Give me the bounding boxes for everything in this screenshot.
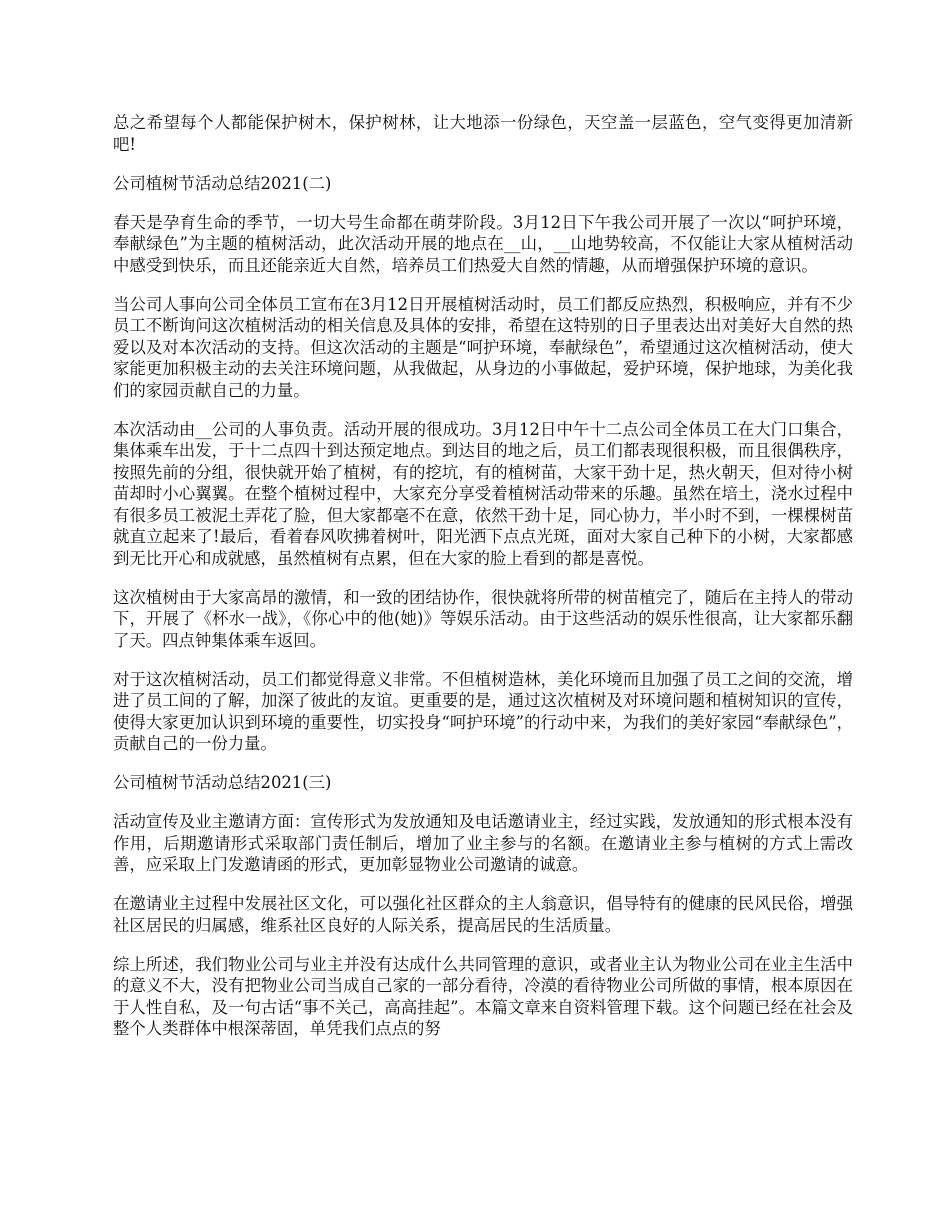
paragraph-significance: 对于这次植树活动，员工们都觉得意义非常。不但植树造林，美化环境而且加强了员工之间的交流，增进了员工间的了解，加深了彼此的友谊。更重要的是，通过这次植树及对环境问题和植树知识的宣传，使得大家更加认识到环境的重要性，切实投身“呵护环境”的行动中来，为我们的美好家园“奉献绿色”，贡献自己的一份力量。 <box>113 669 853 753</box>
paragraph-community-culture: 在邀请业主过程中发展社区文化，可以强化社区群众的主人翁意识，倡导特有的健康的民风民俗，增强社区居民的归属感，维系社区良好的人际关系，提高居民的生活质量。 <box>113 894 853 935</box>
paragraph-activity-process: 本次活动由__公司的人事负责。活动开展的很成功。3月12日中午十二点公司全体员工在大门口集合，集体乘车出发，于十二点四十到达预定地点。到达目的地之后，员工们都表现很积极，而且很偶秩序，按照先前的分组，很快就开始了植树，有的挖坑，有的植树苗，大家干劲十足，热火朝天，但对待小树苗却时小心翼翼。在整个植树过程中，大家充分享受着植树活动带来的乐趣。虽然在培土，浇水过程中有很多员工被泥土弄花了脸，但大家都毫不在意，依然干劲十足，同心协力，半小时不到，一棵棵树苗就直立起来了!最后，看着春风吹拂着树叶，阳光洒下点点光斑，面对大家自己种下的小树，大家都感到无比开心和成就感，虽然植树有点累，但在大家的脸上看到的都是喜悦。 <box>113 419 853 568</box>
paragraph-summary: 综上所述，我们物业公司与业主并没有达成什么共同管理的意识，或者业主认为物业公司在业主生活中的意义不大，没有把物业公司当成自己家的一部分看待，冷漠的看待物业公司所做的事情，根本原因在于人性自私，及一句古话“事不关己，高高挂起”。本篇文章来自资料管理下载。这个问题已经在社会及整个人类群体中根深蒂固，单凭我们点点的努 <box>113 954 853 1038</box>
paragraph-announcement: 当公司人事向公司全体员工宣布在3月12日开展植树活动时，员工们都反应热烈，积极响应，并有不少员工不断询问这次植树活动的相关信息及具体的安排，希望在这特别的日子里表达出对美好大自然的热爱以及对本次活动的支持。但这次活动的主题是“呵护环境，奉献绿色”，希望通过这次植树活动，使大家能更加积极主动的去关注环境问题，从我做起，从身边的小事做起，爱护环境，保护地球，为美化我们的家园贡献自己的力量。 <box>113 294 853 400</box>
paragraph-closing-wish: 总之希望每个人都能保护树木，保护树林，让大地添一份绿色，天空盖一层蓝色，空气变得更加清新吧! <box>113 113 853 154</box>
document-page <box>113 112 853 1057</box>
section-heading-2: 公司植树节活动总结2021(二) <box>113 173 332 193</box>
paragraph-entertainment: 这次植树由于大家高昂的激情，和一致的团结协作，很快就将所带的树苗植完了，随后在主持人的带动下，开展了《杯水一战》，《你心中的他(她)》等娱乐活动。由于这些活动的娱乐性很高，让大家都乐翻了天。四点钟集体乘车返回。 <box>113 587 853 650</box>
paragraph-intro-2: 春天是孕育生命的季节，一切大号生命都在萌芽阶段。3月12日下午我公司开展了一次以“呵护环境，奉献绿色”为主题的植树活动，此次活动开展的地点在__山，__山地势较高，不仅能让大家从植树活动中感受到快乐，而且还能亲近大自然，培养员工们热爱大自然的情趣，从而增强保护环境的意识。 <box>113 212 853 275</box>
section-heading-3: 公司植树节活动总结2021(三) <box>113 773 332 792</box>
paragraph-invitation: 活动宣传及业主邀请方面：宣传形式为发放通知及电话邀请业主，经过实践，发放通知的形式根本没有作用，后期邀请形式采取部门责任制后，增加了业主参与的名额。在邀请业主参与植树的方式上需改善，应采取上门发邀请函的形式，更加彰显物业公司邀请的诚意。 <box>113 812 853 874</box>
